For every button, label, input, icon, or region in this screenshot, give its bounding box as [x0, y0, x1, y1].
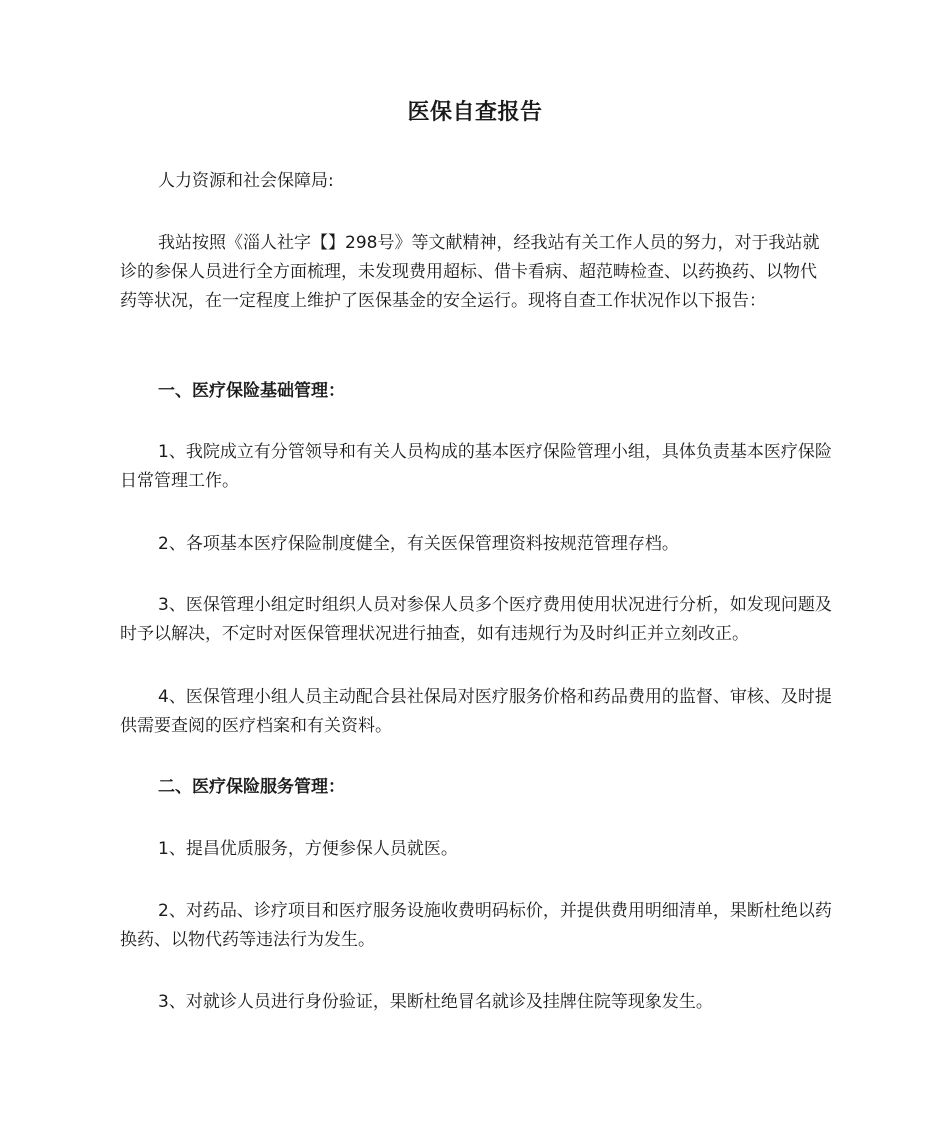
- salutation: 人力资源和社会保障局:: [158, 171, 334, 191]
- document-title: 医保自查报告: [407, 100, 543, 125]
- section-1-item-4: 4、医保管理小组人员主动配合县社保局对医疗服务价格和药品费用的监督、审核、及时提供需要查阅的医疗档案和有关资料。: [120, 687, 832, 736]
- intro-paragraph: 我站按照《淄人社字【】298号》等文献精神，经我站有关工作人员的努力，对于我站就诊的参保人员进行全方面梳理，未发现费用超标、借卡看病、超范畴检查、以药换药、以物代药等状况，在一定程度上维护了医保基金的安全运行。现将自查工作状况作以下报告：: [120, 233, 820, 311]
- section-1-item-3: 3、医保管理小组定时组织人员对参保人员多个医疗费用使用状况进行分析，如发现问题及时予以解决，不定时对医保管理状况进行抽查，如有违规行为及时纠正并立刻改正。: [120, 595, 832, 644]
- section-2-item-1: 1、提昌优质服务，方便参保人员就医。: [158, 839, 458, 859]
- section-1-item-1: 1、我院成立有分管领导和有关人员构成的基本医疗保险管理小组，具体负责基本医疗保险日常管理工作。: [120, 442, 832, 491]
- section-heading-basic-management: 一、医疗保险基础管理：: [158, 381, 345, 401]
- section-heading-service-management: 二、医疗保险服务管理：: [158, 777, 345, 797]
- section-2-item-3: 3、对就诊人员进行身份验证，果断杜绝冒名就诊及挂牌住院等现象发生。: [158, 992, 713, 1012]
- section-1-item-2: 2、各项基本医疗保险制度健全，有关医保管理资料按规范管理存档。: [158, 534, 679, 554]
- section-2-item-2: 2、对药品、诊疗项目和医疗服务设施收费明码标价，并提供费用明细清单，果断杜绝以药换药、以物代药等违法行为发生。: [120, 901, 832, 950]
